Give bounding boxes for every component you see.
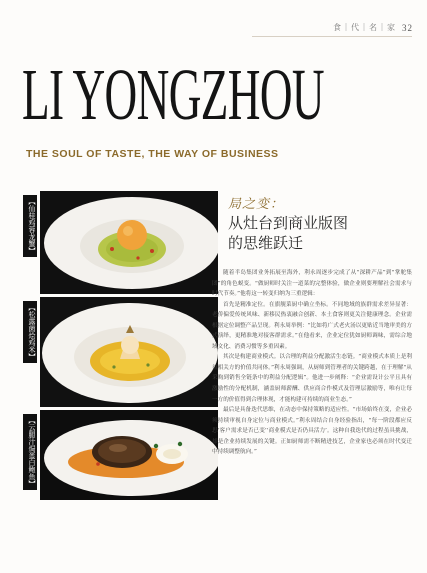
article-kicker: 局之变： (228, 197, 285, 212)
page-number: 32 (402, 22, 413, 33)
paragraph: 其次是构建商业模式。以合理的利益分配激活生态链。“商业模式本质上是利益相关方的价值共同体。”利永周强调，从厨师到管理者的关键跨越，在于理解“从采购到销售全链条中的利益分配逻辑”。他进一步阐释：“企业需设计公平且具有激励性的分配机制，涵盖厨师薪酬、供应商合作模式及管理层激励等，唯有让每一方的价值得到合理体现，才能构建可持续的商业生态。” (212, 354, 412, 403)
page-subtitle: THE SOUL OF TASTE, THE WAY OF BUSINESS (26, 148, 279, 160)
paragraph: 首先是精准定位。在旗舰菜厨中确立坐标。不同地域的族群需求差异显著：老侨偏爱传统风味、新移民热衷融合创新、本土食客则更关注健康理念。企业需根据定位调整产品呈现。利永周举例：“比如将广式老火汤以更贴近当地审美的方式演绎，更精准地对接客群需求。”在他看来，企业定位犹如厨师调味，需综合地域文化、消费习惯等多重因素。 (212, 301, 412, 350)
article-body (212, 268, 412, 458)
dish-caption-1: 【仙桂鸡蓉龙蟹】 (23, 195, 37, 257)
paragraph: 随着半岛集团业务拓展至海外，利永周逐步完成了从“深耕产品”到“掌舵集团”的角色蜕变。“做厨师时关注一道菜的完整体验，做企业则要理解社会需求与时代节奏。”他将这一转变归纳为三重逻辑： (212, 270, 412, 298)
headline-line-1: 从灶台到商业版图 (228, 214, 349, 232)
page-title: LI YONGZHOU (22, 54, 324, 135)
dish-photo-2 (40, 297, 218, 407)
dish-caption-3: 【云腿汁焗蛋白鲍鱼】 (23, 414, 37, 490)
article-headline (228, 213, 408, 253)
dish-caption-2: 【松露菌烩鸡米】 (23, 301, 37, 363)
dish-photo-3 (40, 410, 218, 500)
headline-line-2: 的思维跃迁 (228, 234, 304, 252)
dish-photo-1 (40, 191, 218, 294)
section-name: 食｜代｜名｜家 (333, 23, 396, 32)
header-rule (252, 36, 412, 37)
paragraph: 最后是具备迭代思维，在动态中保持策略的适应性。“市场始终在变，企业必须持续审视自身定位与商业模式。”利永周结合自身经验指出，“每一阶段都应反思‘客户需求是否已变’‘商业模式是否仍具活力’。这种自我迭代的过程虽具挑战，却是企业持续发展的关键。正如厨师需不断精进技艺，企业家也必须在时代变迁中持续调整航向。” (212, 407, 412, 456)
running-header (333, 22, 413, 33)
